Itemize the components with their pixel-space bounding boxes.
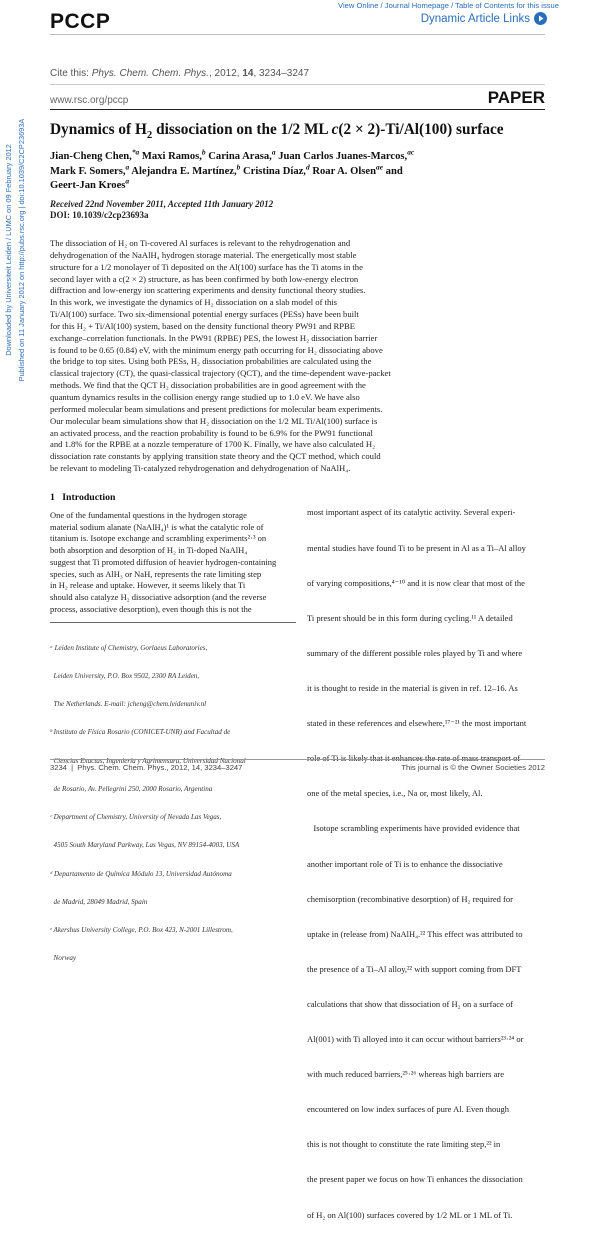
article-type: PAPER [487,88,545,107]
author-affil: b [201,147,206,157]
right-column [307,484,553,1233]
left-column [50,510,296,615]
body-line: one of the metal species, i.e., Na or, most likely, Al. [307,788,483,799]
body-line: it is thought to reside in the material is given in ref. 12–16. As [307,682,518,693]
abstract-line: diffraction and low-energy ion scattering experiments and density functional theory studies. [50,285,366,296]
abstract-line: second layer with a c(2 × 2) structure, as has been confirmed by both low-energy electron [50,273,359,284]
author-line-3 [50,176,500,194]
link-separator: / [448,1,456,10]
section-heading: 1 Introduction [50,492,116,503]
body-line: process, associative desorption), even though this is not the [50,603,252,614]
affiliation-line: The Netherlands. E-mail: jcheng@chem.leidenuniv.nl [50,700,207,709]
title-sub: 2 [146,129,153,142]
abstract-line: classical trajectory (CT), the quasi-classical trajectory (QCT), and the time-dependent wave-packet [50,368,391,379]
title-part1: Dynamics of H [50,121,147,138]
body-line: of H₂ on Al(100) surfaces covered by 1/2 ML or 1 ML of Ti. [307,1209,513,1220]
author-affil: d [305,161,310,171]
dynamic-links-label: Dynamic Article Links [420,12,530,25]
affiliation-line: de Rosario, Av. Pellegrini 250, 2000 Rosario, Argentina [50,784,213,793]
toc-link[interactable]: Table of Contents for this issue [455,1,559,10]
body-line: uptake in (release from) NaAlH₄.²² This effect was attributed to [307,928,523,939]
footer-left: 3234 | Phys. Chem. Chem. Phys., 2012, 14, 3234–3247 [50,763,243,772]
body-line: in H₂ release and uptake. However, it seems likely that Ti [50,580,246,591]
affiliation-line: ᵇ Instituto de Física Rosario (CONICET-UNR) and Facultad de [50,728,231,737]
body-line: chemisorption (recombinative desorption) of H₂ required for [307,893,513,904]
author[interactable]: Jian-Cheng Chen, [50,151,132,162]
affiliation-line: Ciencias Exactas, Ingeniería y Agrimensura, Universidad Nacional [50,756,246,765]
author-list [50,147,500,194]
affiliations [50,625,300,973]
title-part2: dissociation on the 1/2 ML [152,121,332,138]
abstract-line: Ti/Al(100) surface. Two six-dimensional potential energy surfaces (PESs) have been built [50,309,359,320]
view-online-link[interactable]: View Online [338,1,379,10]
citation-rule [50,84,545,85]
top-links [338,1,559,10]
body-line: another important role of Ti is to enhance the dissociative [307,858,503,869]
abstract-line: for this H₂ + Ti/Al(100) system, based on the density functional theory PW91 and RPBE [50,320,356,331]
body-line: suggest that Ti promoted diffusion of heavier hydrogen-containing [50,556,277,567]
doi[interactable]: DOI: 10.1039/c2cp23693a [50,210,149,220]
journal-homepage-link[interactable]: Journal Homepage [384,1,449,10]
journal-url[interactable]: www.rsc.org/pccp [50,95,129,106]
body-line: titanium is. Isotope exchange and scrambling experiments²·³ on [50,533,267,544]
author-line-2 [50,161,500,180]
side-line-2: Published on 11 January 2012 on http://pubs.rsc.org | doi:10.1039/C2CP23693A [17,118,26,382]
abstract-line: and 1.8% for the RPBE at a nozzle temperature of 1700 K. Finally, we have also calculated H₂ [50,439,376,450]
abstract-line: Our molecular beam simulations show that H₂ dissociation on the 1/2 ML Ti/Al(100) surface is [50,415,378,426]
abstract-line: dehydrogenation of the NaAlH₄ hydrogen storage material. The energetically most stable [50,249,357,260]
play-icon [534,12,547,25]
body-line: most important aspect of its catalytic activity. Several experi- [307,507,516,518]
abstract-line: be relevant to modeling Ti-catalyzed rehydrogenation and dehydrogenation of NaAlH₄. [50,463,351,474]
author[interactable]: Alejandra E. Martínez, [129,165,237,177]
link-separator: / [378,1,385,10]
affiliation-line: ᶜ Department of Chemistry, University of Nevada Las Vegas, [50,813,222,822]
author-affil: a [125,161,130,171]
title-part3: (2 × 2)-Ti/Al(100) surface [338,121,504,138]
abstract-line: The dissociation of H₂ on Ti-covered Al surfaces is relevant to the rehydrogenation and [50,238,351,248]
title-italic: c [331,121,339,138]
body-line: Al(001) with Ti alloyed into it can occur without barriers²³·²⁴ or [307,1034,524,1045]
body-line: the present paper we focus on how Ti enhances the dissociation [307,1174,523,1185]
header-rule [50,34,545,35]
body-line: Isotope scrambling experiments have provided evidence that [307,823,520,834]
author[interactable]: Mark F. Somers, [50,165,126,177]
affiliation-line: Leiden University, P.O. Box 9502, 2300 RA Leiden, [50,672,200,681]
affiliation-line: 4505 South Maryland Parkway, Las Vegas, NV 89154-4003, USA [50,841,240,850]
abstract-line: dissociation rate constants by applying transition state theory and the QCT method, which could [50,451,381,462]
body-line: Ti present should be in this form during cycling.¹¹ A detailed [307,612,513,623]
abstract-line: the bridge to top sites. Using both PESs, H₂ dissociation probabilities are calculated using the [50,356,372,367]
abstract-line: performed molecular beam simulations and present predictions for molecular beam experiments. [50,403,383,414]
author-affil: *a [131,147,140,157]
body-line: encountered on low index surfaces of pure Al. Even though [307,1104,510,1115]
footer-right: This journal is © the Owner Societies 2012 [401,763,545,772]
body-line: stated in these references and elsewhere,¹⁷⁻²¹ the most important [307,718,527,729]
author-affil: b [236,161,241,171]
abstract-line: quantum dynamics results in the collision energy range studied up to 1.0 eV. We have also [50,391,360,402]
abstract-line: methods. We find that the QCT H₂ dissociation probabilities are in good agreement with the [50,380,366,391]
affiliation-line: ᵈ Departamento de Química Módulo 13, Universidad Autónoma [50,869,232,878]
body-line: this is not thought to constitute the rate limiting step,²² in [307,1139,501,1150]
body-line: the presence of a Ti–Al alloy,²² with support coming from DFT [307,963,522,974]
body-line: calculations that show that dissociation of H₂ on a surface of [307,998,513,1009]
author-and: and [383,165,403,177]
received-dates: Received 22nd November 2011, Accepted 11th January 2012 [50,199,274,209]
abstract [50,238,490,475]
affiliation-line: ᵃ Leiden Institute of Chemistry, Gorlaeus Laboratories, [50,643,208,652]
cite-year: , 2012, [208,68,243,79]
cite-prefix: Cite this: [50,68,92,79]
dynamic-links[interactable] [421,12,547,25]
body-line: role of Ti is likely that it enhances the rate of mass transport of [307,753,521,764]
abstract-line: structure for a 1/2 monolayer of Ti deposited on the Al(100) surface has the Ti atoms in the [50,261,363,272]
abstract-line: In this work, we investigate the dynamics of H₂ dissociation on a slab model of this [50,297,338,308]
body-line: with much reduced barriers,²⁵·²⁶ whereas high barriers are [307,1069,504,1080]
body-line: mental studies have found Ti to be present in Al as a Ti–Al alloy [307,542,526,553]
affiliation-line: ᵉ Akershus University College, P.O. Box 423, N-2001 Lillestrom, [50,926,233,934]
author[interactable]: Geert-Jan Kroes [50,180,126,191]
cite-volume: 14 [242,68,254,79]
author[interactable]: Carina Arasa, [205,151,272,162]
body-line: of varying compositions,⁴⁻¹⁰ and it is now clear that most of the [307,577,525,588]
abstract-line: an activated process, and the reaction probability is found to be 6.9% for the PW91 functional [50,427,373,438]
abstract-line: is found to be 0.65 (0.84) eV, with the minimum energy path occurring for H₂ dissociating above [50,344,383,355]
author[interactable]: Juan Carlos Juanes-Marcos, [275,151,408,162]
author-affil: a [271,147,276,157]
abstract-line: exchange–correlation functionals. In the PW91 (RPBE) PES, the lowest H₂ dissociation barrier [50,332,378,343]
author-affil: a [125,176,130,186]
body-line: summary of the different possible roles played by Ti and where [307,647,523,658]
side-download-note [4,20,26,480]
author-affil: ac [407,147,415,157]
affiliation-line: Norway [50,954,77,963]
author[interactable]: Cristina Díaz, [240,165,306,177]
body-line: One of the fundamental questions in the hydrogen storage [50,510,247,520]
body-line: both absorption and desorption of H₂ in Ti-doped NaAlH₄ [50,545,248,556]
author[interactable]: Maxi Ramos, [139,151,202,162]
body-line: species, such as AlH₃ or NaH, represents the rate limiting step [50,568,262,579]
author-line-1 [50,147,500,165]
affiliation-rule [50,622,296,623]
cite-pages: , 3234–3247 [253,68,310,79]
affiliation-line: de Madrid, 28049 Madrid, Spain [50,897,148,906]
journal-logo: PCCP [50,10,111,33]
body-line: should also catalyze H₂ dissociative adsorption (and the reverse [50,591,267,602]
body-line: material sodium alanate (NaAlH₄)¹ is what the catalytic role of [50,521,264,532]
side-line-1: Downloaded by Universiteit Leiden / LUMC on 09 February 2012 [4,144,13,356]
article-title [50,121,550,142]
author-affil: ae [376,161,383,171]
type-rule [50,109,545,110]
footer-rule [50,759,545,760]
cite-journal: Phys. Chem. Chem. Phys. [91,68,209,79]
author[interactable]: Roar A. Olsen [309,165,376,177]
citation [50,68,309,79]
